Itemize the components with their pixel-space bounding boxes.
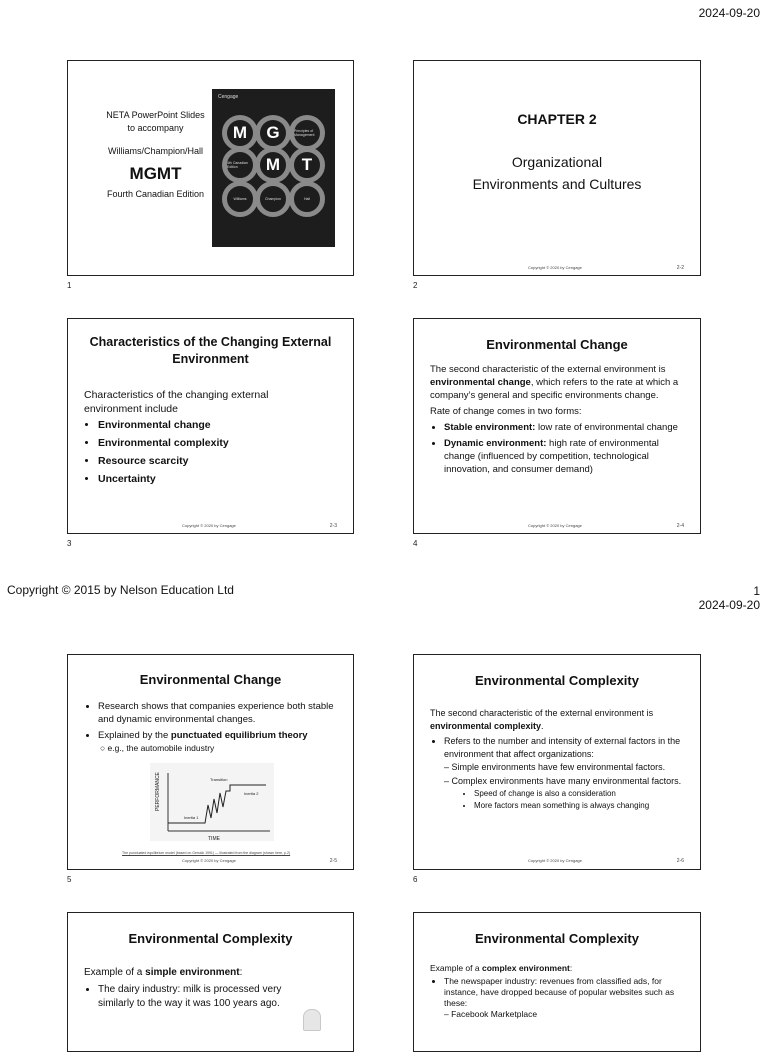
slide-4	[413, 318, 701, 534]
list-item: • Uncertainty	[98, 472, 314, 486]
diagram-label-inertia-2: Inertia 2	[244, 791, 259, 796]
diagram-caption: The punctuated equilibrium model (based on Gersick 1991) — illustrated from the diagram (shown here, p.2)	[122, 851, 291, 855]
list-item: • Environmental complexity	[98, 436, 314, 450]
cengage-logo: Cengage	[218, 94, 239, 100]
text-run: The second characteristic of the external environment is	[430, 708, 654, 718]
slide-6-number: 6	[413, 875, 418, 884]
slide-5-number: 5	[67, 875, 72, 884]
cover-ring-principles: Principles of Management	[289, 115, 325, 151]
diagram-label-transition: Transition	[210, 777, 228, 782]
text-run: Example of a	[84, 967, 146, 978]
slide-4-body	[430, 363, 688, 479]
authors-line: Williams/Champion/Hall	[107, 146, 204, 156]
slide-5-title: Environmental Change	[139, 672, 282, 687]
slide-2	[413, 60, 701, 276]
diagram-x-label: TIME	[208, 836, 220, 841]
slide-8-para-1	[430, 963, 692, 974]
slide-3-title-line-1: Characteristics of the Changing External	[89, 335, 332, 349]
slide-4-code: 2-4	[676, 523, 684, 529]
accompany-line: to accompany	[127, 123, 184, 133]
slide-8-title: Environmental Complexity	[475, 931, 639, 946]
cover-ring-hall: Hall	[289, 181, 325, 217]
slide-4-title: Environmental Change	[486, 337, 628, 352]
slide-8	[413, 912, 701, 1052]
diagram-label-inertia-1: Inertia 1	[184, 815, 199, 820]
text-run: The second characteristic of the external environment is	[430, 364, 666, 375]
edition-line: Fourth Canadian Edition	[106, 189, 205, 199]
slide-2-number: 2	[413, 281, 418, 290]
slide-7-body	[84, 966, 314, 1014]
list-item: • Environmental change	[98, 418, 314, 432]
slide-3-code: 2-3	[329, 523, 337, 529]
slide-3-bullets	[84, 418, 314, 486]
chapter-heading: CHAPTER 2	[517, 111, 597, 127]
slide-7	[67, 912, 354, 1052]
chapter-subtitle-line-2: Environments and Cultures	[472, 176, 642, 192]
slide-2-footer: Copyright © 2020 by Cengage	[528, 265, 582, 270]
list-item: • Resource scarcity	[98, 454, 314, 468]
slide-5-body	[84, 700, 342, 755]
list-item: – Simple environments have few environmental factors.	[454, 761, 690, 774]
diagram-y-label: PERFORMANCE	[155, 772, 161, 811]
chapter-subtitle-line-1: Organizational	[511, 154, 603, 170]
slide-4-footer: Copyright © 2020 by Cengage	[528, 523, 582, 528]
list-item: • Refers to the number and intensity of external factors in the environment that affect organizations:	[444, 735, 690, 760]
slide-6-title: Environmental Complexity	[475, 673, 639, 688]
term-bold: Stable environment:	[444, 422, 536, 433]
text-run: .	[541, 720, 544, 731]
cover-ring-m2: M	[255, 147, 291, 183]
slide-6-footer: Copyright © 2020 by Cengage	[528, 858, 582, 863]
slide-1-number: 1	[67, 281, 72, 290]
cover-ring-t: T	[289, 147, 325, 183]
text-run: :	[569, 963, 573, 973]
slide-4-number: 4	[413, 539, 418, 548]
list-item	[444, 421, 688, 434]
milk-bottle-image	[303, 1009, 321, 1031]
slide-4-bullets	[430, 421, 688, 476]
term-bold: environmental complexity	[430, 720, 542, 731]
slide-8-body	[430, 963, 692, 1023]
text-run: , which refers to the rate at which a company’s general and specific environments change.	[430, 377, 679, 401]
slide-6	[413, 654, 701, 870]
slide-5-code: 2-5	[329, 858, 337, 864]
list-item: • Speed of change is also a consideration	[474, 788, 690, 799]
list-item: • More factors mean something is always changing	[474, 800, 690, 811]
slide-5-footer: Copyright © 2020 by Cengage	[182, 858, 236, 863]
punctuated-equilibrium-diagram	[150, 763, 274, 841]
cover-ring-m1: M	[222, 115, 258, 151]
slide-5-example	[84, 742, 342, 755]
text-run: Explained by the	[98, 730, 171, 741]
slide-6-para-1	[430, 707, 690, 732]
slide-3-title	[68, 334, 353, 368]
diagram-background	[150, 763, 274, 841]
slide-6-body	[430, 707, 690, 812]
print-date: 2024-09-20	[698, 6, 760, 20]
text-run: Example of a	[430, 963, 482, 973]
slide-8-bullets	[430, 976, 692, 1009]
slide-3-body	[84, 388, 314, 490]
text-run: high rate of environmental change (influenced by competition, technological innovation, and consumer demand)	[444, 438, 659, 475]
book-cover	[212, 89, 335, 247]
slide-7-para-1	[84, 966, 314, 980]
slide-3-number: 3	[67, 539, 72, 548]
text-run: low rate of environmental change	[535, 422, 678, 433]
text-run: e.g., the automobile industry	[107, 743, 215, 753]
chapter-subtitle	[414, 151, 700, 195]
page-copyright: Copyright © 2015 by Nelson Education Ltd	[7, 583, 234, 597]
slide-3	[67, 318, 354, 534]
slide-6-code: 2-6	[676, 858, 684, 864]
term-bold: punctuated equilibrium theory	[170, 730, 308, 741]
slide-5	[67, 654, 354, 870]
term-bold: Dynamic environment:	[444, 438, 547, 449]
neta-line: NETA PowerPoint Slides	[106, 110, 205, 120]
slide-8-subbullets	[430, 1009, 692, 1020]
term-bold: environmental change	[430, 377, 531, 388]
slide-6-subsubbullets	[430, 788, 690, 811]
list-item: – Complex environments have many environmental factors.	[454, 775, 690, 788]
slide-3-footer: Copyright © 2020 by Cengage	[182, 523, 236, 528]
cover-ring-williams: Williams	[222, 181, 258, 217]
list-item	[98, 729, 342, 742]
slide-5-bullets	[84, 700, 342, 742]
circle-bullet-icon: ○	[100, 743, 108, 753]
slide-6-subbullets	[430, 761, 690, 787]
book-title: MGMT	[129, 164, 182, 183]
cover-ring-champion: Champion	[255, 181, 291, 217]
list-item	[444, 437, 688, 476]
cover-ring-g: G	[255, 115, 291, 151]
slide-7-title: Environmental Complexity	[128, 931, 293, 946]
text-run: :	[239, 967, 243, 978]
slide-6-bullets	[430, 735, 690, 760]
slide-1	[67, 60, 354, 276]
slide-4-para-2: Rate of change comes in two forms:	[430, 406, 582, 417]
cover-ring-edition: 4th Canadian Edition	[222, 147, 258, 183]
slide-7-bullets	[84, 983, 314, 1011]
term-bold: simple environment	[145, 967, 240, 978]
list-item: • The dairy industry: milk is processed very similarly to the way it was 100 years ago.	[98, 983, 314, 1011]
list-item: • The newspaper industry: revenues from classified ads, for instance, have dropped because of popular websites such as these:	[444, 976, 692, 1009]
slide-3-intro: Characteristics of the changing external environment include	[84, 389, 269, 415]
slide-4-para-1	[430, 363, 688, 402]
list-item: – Facebook Marketplace	[454, 1009, 692, 1020]
slide-2-code: 2-2	[676, 265, 684, 271]
slide-3-title-line-2: Environment	[172, 352, 249, 366]
term-bold: complex environment	[481, 963, 570, 973]
list-item: • Research shows that companies experience both stable and dynamic environmental changes.	[98, 700, 342, 726]
page-number: 1	[753, 584, 760, 598]
print-date-page-2: 2024-09-20	[698, 598, 760, 612]
